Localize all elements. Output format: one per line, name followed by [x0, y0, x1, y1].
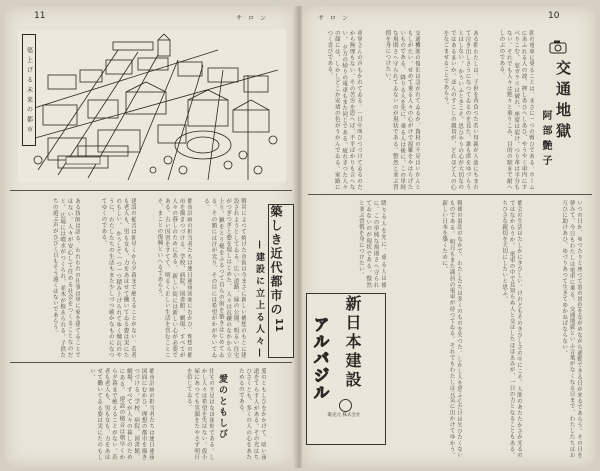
article-author: 阿部艶子 — [540, 110, 551, 170]
left-paragraph: 都市計画の担当者たちは連日連夜図面にむかひ、理想の都市を描きつづける。学校、病院、図書館、劇場、すべてが人々の暮しのためにある。 — [171, 198, 192, 358]
ad-headline: 新日本建設 — [343, 295, 362, 390]
left-paragraph: 戦災によつて焼けた市街は今まさに新しい構想のもとに建設されようとしてゐる。広い道路、緑の公園、明るい住宅がつぎつぎと姿を現しはじめた。 — [225, 198, 246, 358]
right-paragraph: かういふときこそ、思ひやりの心が大切なのではあるまいか。ほんのすこしの親切が、どれほど人の心をなごませることであらう。 — [442, 30, 464, 190]
city-illustration — [18, 30, 286, 182]
left-divider — [10, 190, 292, 191]
right-paragraph: 窓ガラスは破れ、座席は裂け、つり革は半分もない。それでも人々は黙々と乗りこみ、目的の駅まで耐へしのぶのである。 — [498, 30, 520, 190]
right-body-block-2 — [424, 30, 478, 190]
right-paragraph: 車掌さんの声もかれてゐる。一日中叫びつづけてゐるのだから無理もない。その苦労を思へば、不平ばかりも言へない。 — [341, 30, 362, 190]
article-title: 交通地獄 — [554, 60, 572, 144]
left-paragraph: かうして一つ一つ積み上げられてゆく煉瓦のやうに、わたしたちの生活もまた少しづつ確かなものになつてゆくのである。 — [100, 198, 122, 358]
right-running-header: サ ロ ン — [318, 15, 350, 22]
left-page-number: 11 — [34, 11, 46, 21]
left-paragraph: 広場には噴水がつくられ、並木が植ゑられる。子供たちの遊ぶ声がひびく日もそう遠くはないであらう。 — [51, 198, 66, 358]
section-title: 築しき近代都市の — [269, 205, 283, 317]
map-caption: 築 上 げ る 未 来 の 都 市 — [22, 34, 36, 146]
left-lower-divider — [10, 362, 292, 363]
left-paragraph: 住宅の不足はなほ深刻である。しかし人々は希望を失はない。仮小屋にあつても笑顔をたやさず明日を信じてゐる。 — [185, 368, 214, 460]
right-paragraph: 降りる人を先に、乗る人は後に。この単純な規則さへ守られてゐないのが現状である。整然と並ぶ習慣を身につけたい。 — [384, 30, 406, 190]
right-paragraph: 夕方の帰りの電車もまた同じである。疲れきつた人々の顔には、しかしどこか安堵の色がうかんでゐる。家路につく喜びである。 — [326, 30, 348, 190]
left-body-block-1 — [196, 198, 246, 358]
right-page-number: 10 — [548, 11, 560, 21]
left-paragraph: 愛のともしびをかかげて、暗い夜道をてらす人がある。その光はちひさくとも、多くの人の心をあたためるのである。 — [237, 368, 266, 460]
right-paragraph: 朝の電車に乗ることは、まさに一つの戦ひである。ホームにあふれる人の波、押しあひへしあひ、やうやく車内にすべりこむ。 — [513, 30, 534, 190]
left-paragraph: 建設の槌音は朝早くから夕暮まで絶えることがない。若者も老人も、男も女も、力をあはせて働いてゐる姿は実にたのもしい。 — [88, 368, 125, 460]
left-paragraph: 建設の槌音は朝早くから夕暮まで絶えることがない。若者も老人も、男も女も、力をあはせて働いてゐる姿は実にたのもしい。 — [115, 198, 136, 358]
poem-title: 愛のともしび — [217, 374, 227, 440]
left-body-block-3 — [84, 198, 136, 358]
right-paragraph: 都会の生活はたしかにきびしい。けれどもそのきびしさの中にこそ、人間のあたたかさが光るのではなからうか。 — [508, 200, 522, 458]
right-paragraph: 降りる人を先に、乗る人は後に。この単純な規則さへ守られてゐないのが現状である。整然と並ぶ習慣を身につけたい。 — [357, 200, 386, 288]
right-paragraph: ある朝わたしは、子供を背負つた若い母親が人波にもまれて泣き出しさうになつてゐるのを見た。誰も席をゆづらうとはしない。 — [457, 30, 478, 190]
section-subtitle: —建設に立上る人々— — [254, 240, 264, 360]
left-paragraph: 新しい街には新しい心が必要である。古い因習をすてて、明るく正しい生活を営むことこそ、まことの復興といへるであらう。 — [156, 198, 178, 358]
right-paragraph: 交通地獄といふ言葉がなくなる日まで、わたしたちはお互ひに助けあひ、ゆづりあつて生きてゆかねばならない。 — [561, 200, 575, 458]
left-lower-block-2 — [160, 368, 214, 460]
left-lower-block-1 — [236, 368, 266, 460]
left-body-block-2 — [140, 198, 192, 358]
section-number: 11 — [273, 318, 284, 332]
right-paragraph: 戦後の混乱のなかで、わたしたちは多くのものを失つた。しかし人を思ふ心だけは失ひたくないものである。 — [448, 200, 462, 458]
right-paragraph: いつの日か、ゆつたりと座つて窓の景色をながめながら通勤できる日が来るであらう。その日を夢みて、今日もわたしは電車に乗る。 — [568, 200, 582, 458]
right-body-block-1 — [482, 30, 534, 190]
left-paragraph: 人々は瓦礫のなかから立上り、鍬をとり槌をふるつて自らの街を築きはじめてゐる。その額には汗が光り、その目には希望がかがやいてゐる。 — [202, 198, 232, 358]
left-lower-block-3 — [18, 368, 154, 460]
right-body-block-3 — [366, 30, 420, 190]
right-body-block-5 — [526, 200, 582, 458]
right-paragraph: 明日もまた満員の電車が待つてゐる。それでもわたしは元気に出かけてゆかう。新しい日本を築くために。 — [441, 200, 455, 458]
right-paragraph: 交通機関の復旧は急がれてゐるが、資材の不足はいかんともしがたい。せめて乗る人々の心がけで混雑をやはらげたいものである。 — [399, 30, 420, 190]
right-body-block-7 — [390, 200, 462, 458]
right-divider — [308, 194, 592, 195]
ad-small-print: 販売元 株式会社 — [327, 413, 361, 418]
right-paragraph: 電車の中で見知らぬ人と交はしたほほゑみが、一日の力となることもある。ちひさな親切を大切にしたいと思ふ。 — [501, 200, 515, 458]
right-body-block-8 — [308, 200, 386, 288]
left-paragraph: 都市計画の担当者たちは連日連夜図面にむかひ、理想の都市を描きつづける。学校、病院、図書館、劇場、すべてが人々の暮しのためにある。 — [118, 368, 154, 460]
left-body-block-4 — [18, 198, 80, 358]
right-body-block-4 — [310, 30, 362, 190]
ad-product-name: アルバジル — [311, 316, 330, 401]
city-map-drawing — [18, 30, 286, 182]
camera-icon — [549, 40, 567, 54]
right-body-block-6 — [466, 200, 522, 458]
left-paragraph: ある技師は語る。われわれの仕事は単に家を建てることではない。人々が安心して住める社会をつくることなのだと。 — [59, 198, 80, 358]
left-running-header: サ ロ ン — [236, 15, 268, 22]
ad-seal-icon — [339, 399, 352, 412]
